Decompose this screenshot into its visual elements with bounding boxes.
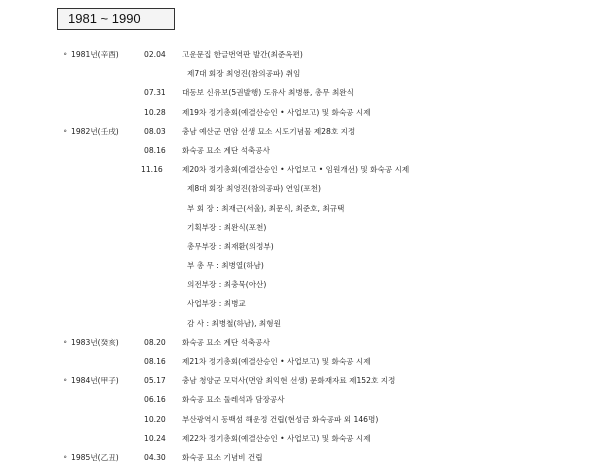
entry-text: 제7대 회장 최영진(참의공파) 취임	[187, 69, 301, 79]
entry-date: 06.16	[144, 395, 166, 405]
entry-text: 화숙공 묘소 계단 석축공사	[182, 337, 270, 347]
entry-date: 08.16	[144, 357, 166, 366]
entry-year: 1983년(癸亥)	[71, 337, 119, 347]
chronology-entry	[0, 275, 600, 294]
entry-date: 02.04	[144, 50, 166, 59]
chronology-entry	[0, 122, 600, 141]
chronology-entry	[0, 160, 600, 179]
entry-text: 충남 청양군 모덕사(면암 최익현 선생) 문화재자료 제152호 지정	[182, 376, 396, 386]
section-title: 1981 ~ 1990	[57, 8, 175, 30]
bullet-icon: ∘	[63, 50, 68, 58]
entry-text: 부 회 장 : 최재근(서울), 최문식, 최준호, 최규택	[187, 203, 345, 213]
chronology-list	[0, 45, 600, 467]
chronology-entry	[0, 64, 600, 83]
chronology-entry	[0, 429, 600, 448]
entry-text: 의전부장 : 최충묵(아산)	[187, 280, 267, 290]
entry-text: 총무부장 : 최재환(의정부)	[187, 241, 274, 251]
entry-year: 1982년(壬戌)	[71, 126, 119, 136]
entry-text: 충남 예산군 면암 선생 묘소 시도기념물 제28호 지정	[182, 126, 356, 136]
chronology-entry	[0, 179, 600, 198]
chronology-entry	[0, 390, 600, 409]
entry-text: 제8대 회장 최영진(참의공파) 연임(포천)	[187, 184, 321, 194]
entry-date: 07.31	[144, 88, 166, 98]
bullet-icon: ∘	[63, 452, 68, 461]
chronology-entry	[0, 218, 600, 237]
entry-text: 화숙공 묘소 계단 석축공사	[182, 145, 270, 155]
entry-text: 화숙공 묘소 둘레석과 담장공사	[182, 395, 285, 405]
entry-date: 10.20	[144, 414, 166, 424]
entry-date: 08.03	[144, 126, 166, 136]
entry-text: 고운문집 한글번역판 발간(최준옥편)	[182, 50, 303, 59]
chronology-entry	[0, 448, 600, 467]
bullet-icon: ∘	[63, 376, 68, 385]
entry-date: 08.20	[144, 337, 166, 347]
entry-date: 10.24	[144, 433, 166, 443]
entry-text: 부 총 무 : 최병열(하남)	[187, 261, 264, 271]
chronology-entry	[0, 410, 600, 429]
entry-text: 기획부장 : 최완식(포천)	[187, 222, 267, 232]
chronology-entry	[0, 314, 600, 333]
entry-text: 제21차 정기총회(예결산승인 • 사업보고) 및 화숙공 시제	[182, 357, 371, 366]
entry-text: 사업부장 : 최병교	[187, 299, 246, 309]
entry-text: 화숙공 묘소 기념비 건립	[182, 452, 263, 462]
entry-text: 제22차 정기총회(예결산승인 • 사업보고) 및 화숙공 시제	[182, 433, 371, 443]
entry-year: 1984년(甲子)	[71, 376, 119, 386]
entry-year: 1985년(乙丑)	[71, 452, 119, 462]
entry-date: 04.30	[144, 452, 166, 462]
entry-text: 부산광역시 동백섬 해운정 건립(현성금 화숙공파 외 146명)	[182, 414, 379, 424]
entry-date: 05.17	[144, 376, 166, 386]
chronology-entry	[0, 333, 600, 352]
chronology-entry	[0, 371, 600, 390]
entry-text: 제20차 정기총회(예결산승인 • 사업보고 • 임원개선) 및 화숙공 시제	[182, 165, 410, 175]
chronology-entry	[0, 45, 600, 64]
chronology-entry	[0, 103, 600, 122]
chronology-entry	[0, 83, 600, 102]
entry-text: 제19차 정기총회(예결산승인 • 사업보고) 및 화숙공 시제	[182, 107, 371, 117]
chronology-entry	[0, 141, 600, 160]
chronology-entry	[0, 352, 600, 371]
entry-date: 10.28	[144, 107, 166, 117]
chronology-entry	[0, 199, 600, 218]
entry-year: 1981년(辛酉)	[71, 50, 119, 59]
entry-date: 11.16	[141, 165, 163, 175]
entry-text: 감 사 : 최병철(하남), 최형원	[187, 318, 281, 328]
entry-date: 08.16	[144, 145, 166, 155]
chronology-entry	[0, 294, 600, 313]
chronology-entry	[0, 256, 600, 275]
entry-text: 대동보 신유보(5권발행) 도유사 최병룡, 총무 최완식	[182, 88, 354, 98]
bullet-icon: ∘	[63, 337, 68, 346]
chronology-entry	[0, 237, 600, 256]
bullet-icon: ∘	[63, 126, 68, 135]
